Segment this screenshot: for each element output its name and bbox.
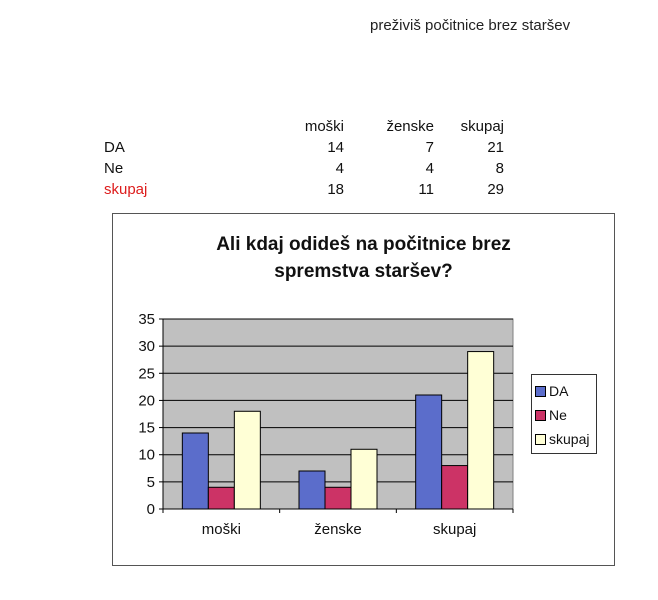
legend-item (535, 403, 596, 427)
x-tick-label: ženske (314, 521, 362, 538)
y-tick-label: 25 (138, 365, 155, 383)
table-header-empty (104, 116, 254, 137)
legend-label: Ne (549, 407, 567, 423)
y-tick-label: 20 (138, 392, 155, 410)
legend-label: DA (549, 383, 569, 399)
bar (182, 433, 208, 509)
legend-item (535, 379, 596, 403)
bar (299, 471, 325, 509)
cell: 7 (425, 139, 434, 156)
y-tick-label: 0 (146, 501, 155, 518)
cell: 29 (487, 181, 504, 198)
legend-item (535, 427, 596, 451)
table-row (104, 179, 504, 200)
cell: 14 (327, 139, 344, 156)
cell: 11 (418, 181, 434, 198)
bar (208, 487, 234, 509)
cell: 4 (425, 160, 434, 177)
cell: 4 (335, 160, 344, 177)
y-tick-label: 15 (138, 419, 155, 437)
row-label: Ne (104, 160, 124, 177)
table-row (104, 158, 504, 179)
data-table (104, 116, 504, 200)
bar (234, 411, 260, 509)
table-header-skupaj: skupaj (460, 118, 504, 135)
y-tick-label: 10 (138, 446, 155, 464)
x-tick-label: skupaj (432, 521, 477, 538)
page-title: preživiš počitnice brez staršev (370, 17, 571, 34)
cell: 18 (327, 181, 344, 198)
cell: 8 (495, 160, 504, 177)
table-header-moski: moški (304, 118, 344, 135)
chart-title: Ali kdaj odideš na počitnice brez spremstva staršev? (216, 234, 511, 282)
bar (468, 352, 494, 509)
row-label: DA (104, 139, 125, 156)
bar (351, 449, 377, 509)
y-tick-label: 35 (138, 311, 155, 328)
legend-swatch (535, 410, 546, 421)
y-tick-label: 30 (138, 338, 155, 356)
row-label-total: skupaj (104, 181, 148, 198)
legend-label: skupaj (549, 431, 590, 447)
bar (416, 395, 442, 509)
table-header-row (104, 116, 504, 137)
x-tick-label: moški (201, 521, 241, 538)
y-tick-label: 5 (146, 473, 155, 491)
table-header-zenske: ženske (386, 118, 434, 135)
chart-legend (531, 374, 597, 454)
cell: 21 (487, 139, 504, 156)
bar (325, 487, 351, 509)
table-row (104, 137, 504, 158)
legend-swatch (535, 386, 546, 397)
bar (442, 466, 468, 509)
legend-swatch (535, 434, 546, 445)
chart-frame (112, 213, 615, 566)
